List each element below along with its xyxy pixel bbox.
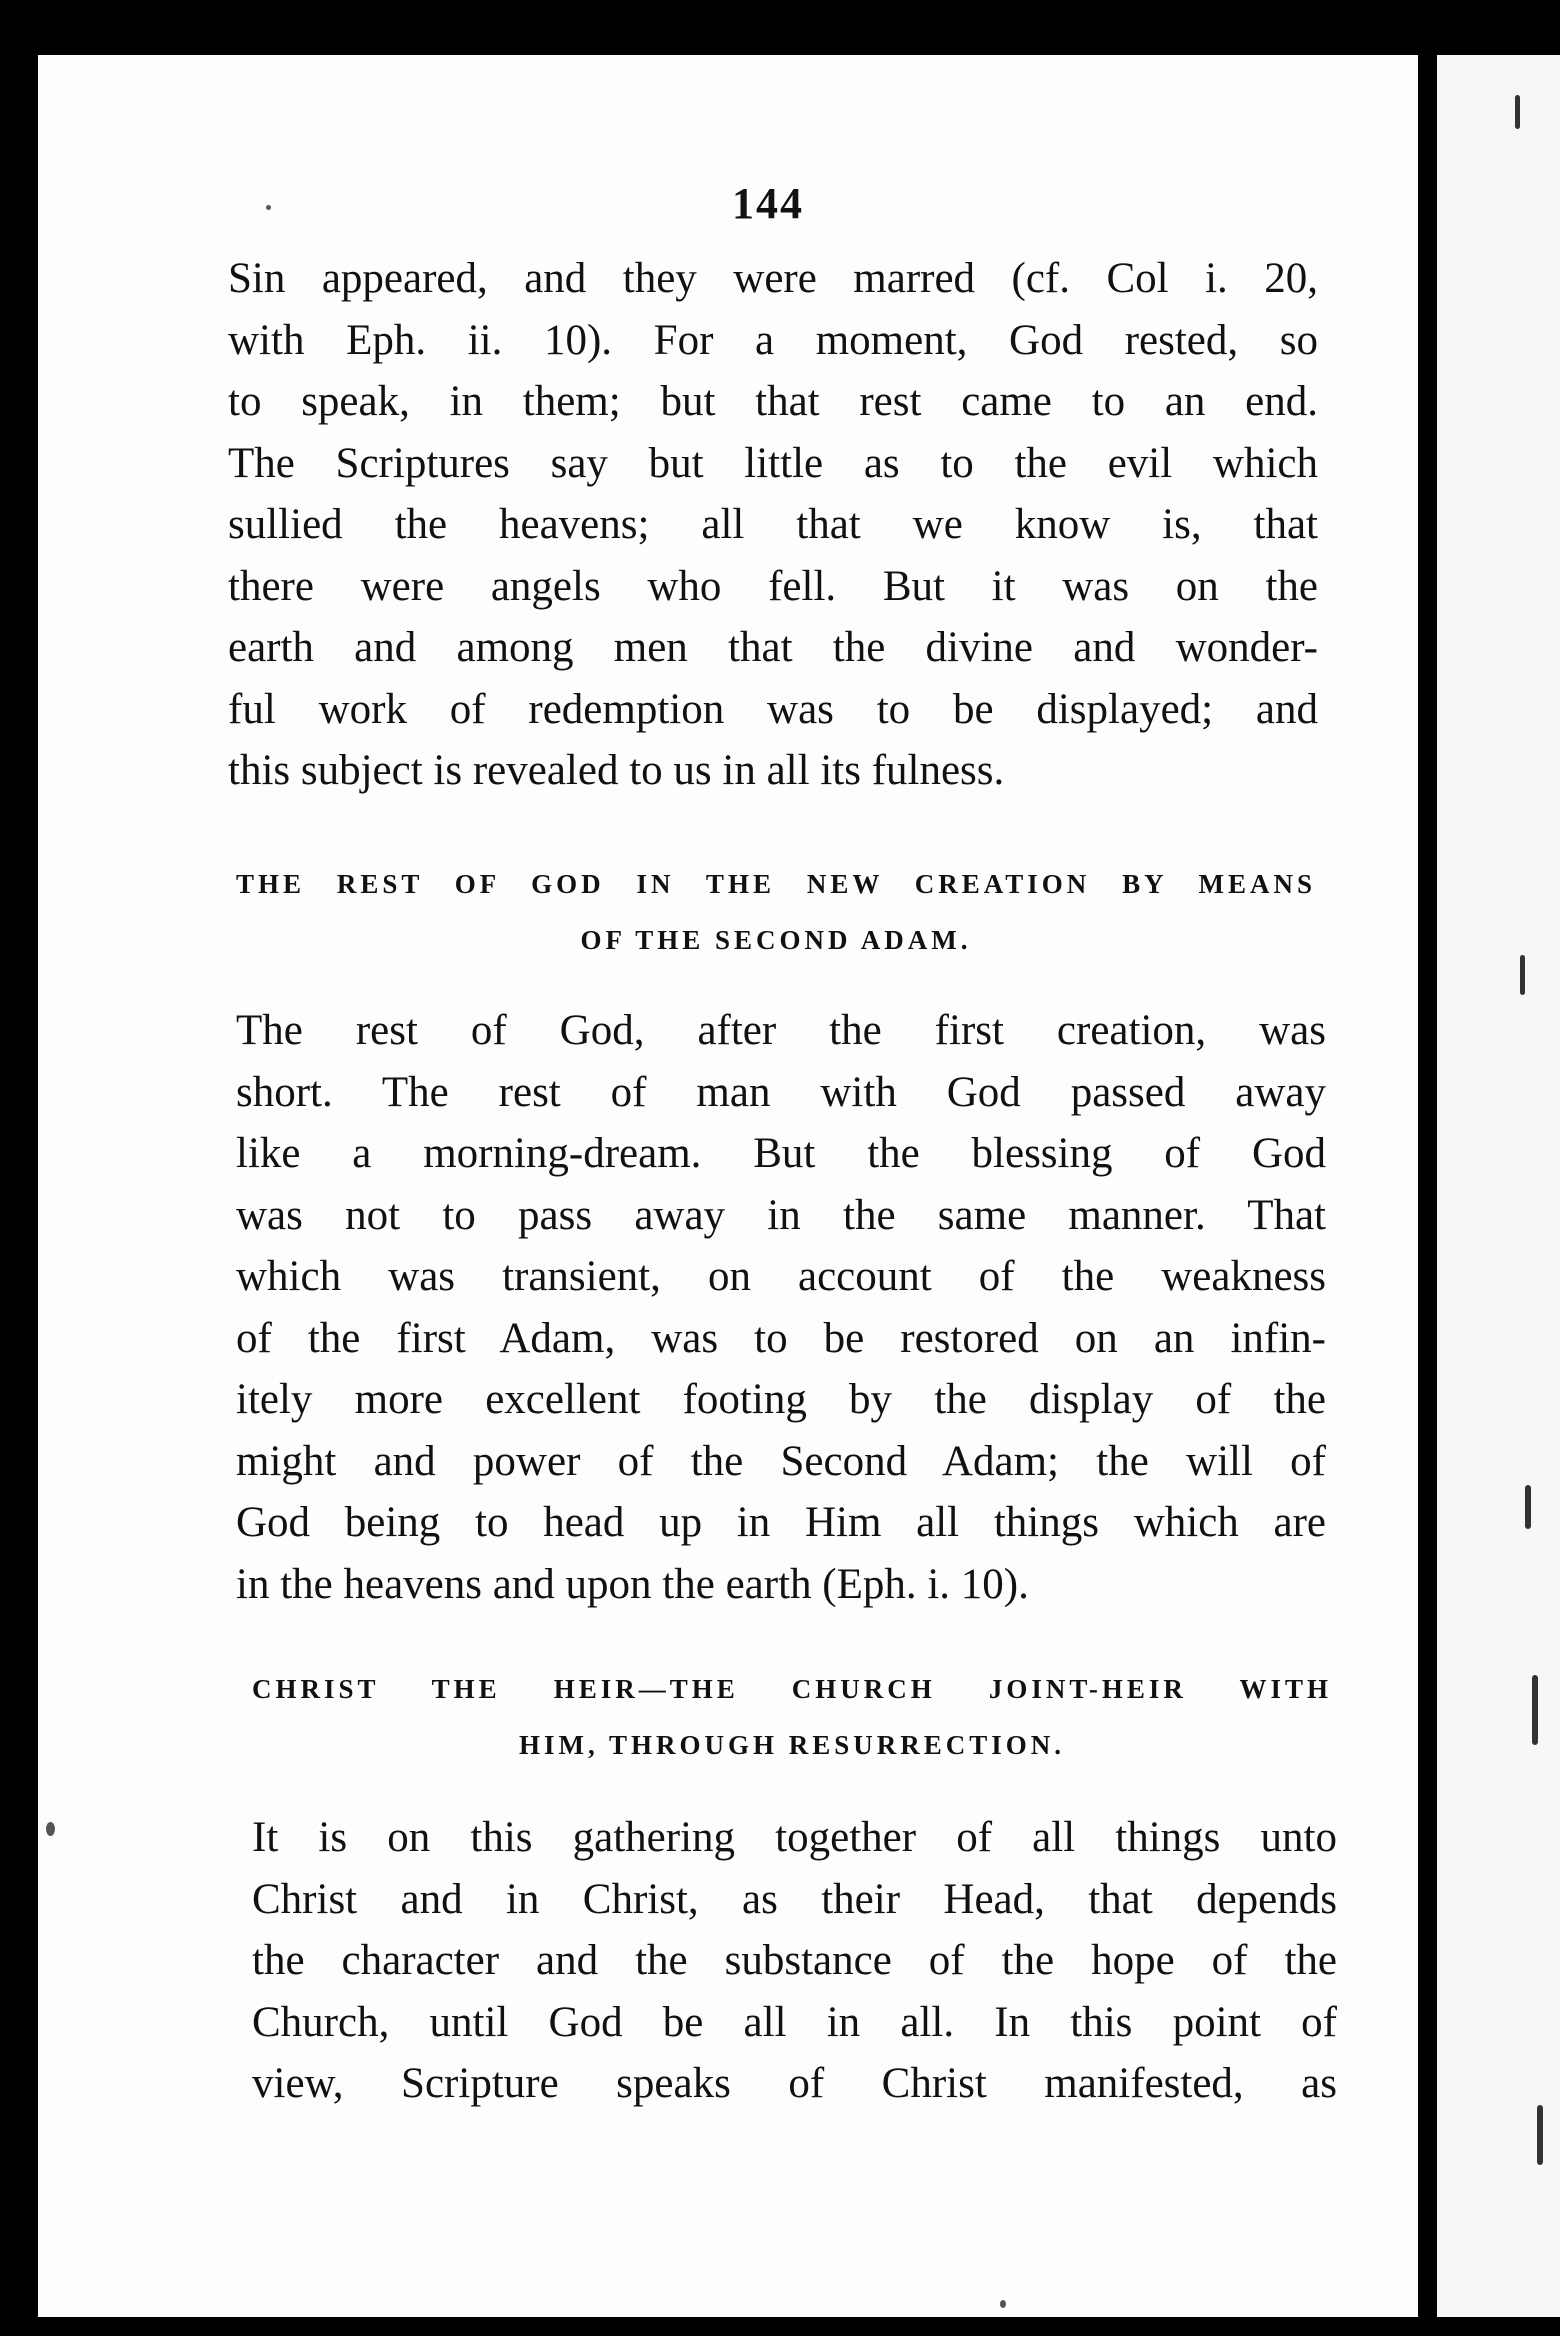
heading-line: CHRIST THE HEIR—THE CHURCH JOINT-HEIR WITH [252, 1674, 1332, 1704]
speck [46, 1822, 55, 1836]
text-line: It is on this gathering together of all things unto [252, 1814, 1337, 1861]
text-line: might and power of the Second Adam; the will of [236, 1437, 1326, 1485]
text-line: with Eph. ii. 10). For a moment, God rested, so [228, 316, 1318, 364]
text-line: to speak, in them; but that rest came to an end. [228, 378, 1318, 425]
edge-mark [1525, 1485, 1531, 1529]
text-line: Sin appeared, and they were marred (cf. Col i. 20, [228, 255, 1318, 302]
paragraph-1 [228, 248, 1318, 802]
heading-line: THE REST OF GOD IN THE NEW CREATION BY MEANS [236, 869, 1316, 899]
text-line: The rest of God, after the first creation, was [236, 1007, 1326, 1054]
text-line: Church, until God be all in all. In this point of [252, 1998, 1337, 2046]
text-line: which was transient, on account of the weakness [236, 1253, 1326, 1300]
adjacent-page-edge [1437, 55, 1560, 2317]
text-line: the character and the substance of the hope of the [252, 1937, 1337, 1984]
section-heading-1 [236, 856, 1316, 968]
heading-line: OF THE SECOND ADAM. [580, 925, 972, 955]
edge-mark [1515, 95, 1520, 129]
speck [266, 205, 271, 210]
text-line: this subject is revealed to us in all its fulness. [228, 747, 1005, 794]
edge-mark [1532, 1675, 1538, 1745]
text-line: view, Scripture speaks of Christ manifested, as [252, 2060, 1337, 2107]
paragraph-2 [236, 1000, 1326, 1615]
text-line: of the first Adam, was to be restored on an infin- [236, 1314, 1326, 1362]
edge-mark [1537, 2105, 1543, 2165]
text-line: earth and among men that the divine and wonder- [228, 624, 1318, 671]
section-heading-2 [252, 1661, 1332, 1773]
text-line: sullied the heavens; all that we know is, that [228, 501, 1318, 548]
text-line: there were angels who fell. But it was on the [228, 562, 1318, 610]
edge-mark [1520, 955, 1525, 995]
heading-line: HIM, THROUGH RESURRECTION. [518, 1730, 1066, 1760]
text-line: itely more excellent footing by the display of the [236, 1376, 1326, 1423]
page-number: 144 [732, 179, 804, 228]
text-line: ful work of redemption was to be displayed; and [228, 685, 1318, 733]
text-line: The Scriptures say but little as to the evil which [228, 439, 1318, 487]
text-line: short. The rest of man with God passed away [236, 1068, 1326, 1116]
text-line: in the heavens and upon the earth (Eph. i. 10). [236, 1560, 1029, 1608]
text-line: Christ and in Christ, as their Head, that depends [252, 1875, 1337, 1923]
text-line: was not to pass away in the same manner. That [236, 1191, 1326, 1239]
text-line: God being to head up in Him all things which are [236, 1499, 1326, 1546]
text-line: like a morning-dream. But the blessing of God [236, 1130, 1326, 1177]
paragraph-3 [252, 1807, 1337, 2115]
speck [1000, 2300, 1006, 2308]
